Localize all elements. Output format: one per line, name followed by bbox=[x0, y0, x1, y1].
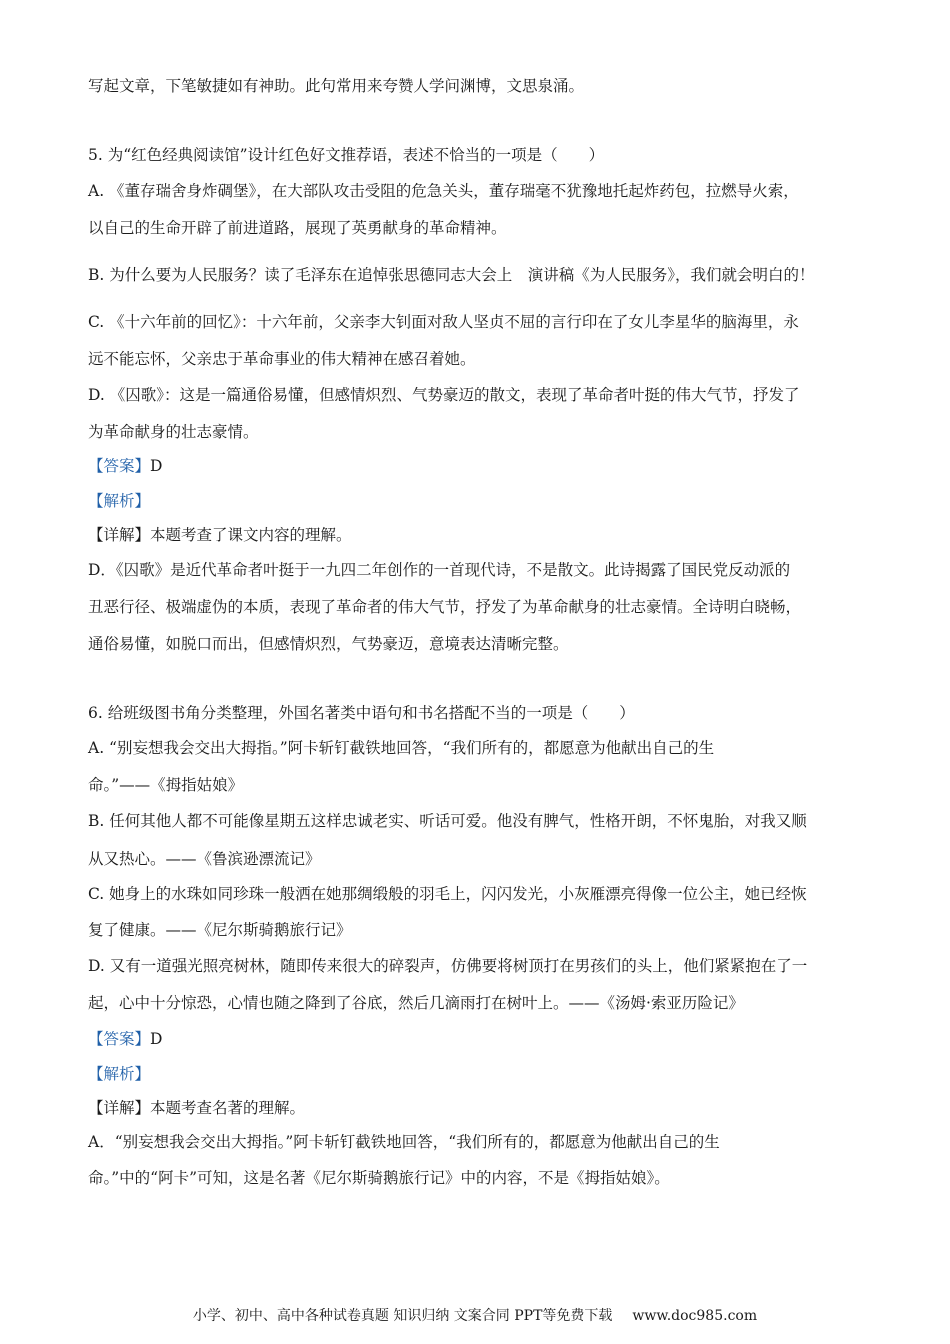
explanation-line: 命。”中的“阿卡”可知，这是名著《尼尔斯骑鹅旅行记》中的内容，不是《拇指姑娘》。 bbox=[88, 1169, 670, 1187]
question-6-option-c: C. 她身上的水珠如同珍珠一般洒在她那绸缎般的羽毛上，闪闪发光，小灰雁漂亮得像一位公主，她已经恢 bbox=[88, 885, 807, 903]
question-6-option-d: D. 又有一道强光照亮树林，随即传来很大的碎裂声，仿佛要将树顶打在男孩们的头上，他们紧紧抱在了一 bbox=[88, 957, 808, 975]
explanation-line: 通俗易懂，如脱口而出，但感情炽烈，气势豪迈，意境表达清晰完整。 bbox=[88, 635, 569, 653]
detail-tag: 【详解】 bbox=[88, 526, 151, 544]
answer-tag: 【答案】 bbox=[88, 457, 151, 475]
analysis-tag: 【解析】 bbox=[88, 492, 151, 510]
answer-row bbox=[88, 1029, 162, 1049]
answer-row bbox=[88, 456, 162, 476]
analysis-row bbox=[88, 1064, 150, 1084]
question-5-option-a-cont: 以自己的生命开辟了前进道路，展现了英勇献身的革命精神。 bbox=[88, 219, 507, 237]
question-6-option-c-cont: 复了健康。——《尼尔斯骑鹅旅行记》 bbox=[88, 921, 352, 939]
answer-value: D bbox=[150, 457, 163, 475]
answer-value: D bbox=[150, 1030, 163, 1048]
footer-site-link[interactable]: www.doc985.com bbox=[632, 1308, 758, 1324]
question-6-option-a: A. “别妄想我会交出大拇指。”阿卡斩钉截铁地回答，“我们所有的，都愿意为他献出自己的生 bbox=[88, 739, 715, 757]
question-6-option-b: B. 任何其他人都不可能像星期五这样忠诚老实、听话可爱。他没有脾气，性格开朗，不怀鬼胎，对我又顺 bbox=[88, 812, 807, 830]
detail-row bbox=[88, 525, 352, 545]
question-5-stem: 5. 为“红色经典阅读馆”设计红色好文推荐语，表述不恰当的一项是（ ） bbox=[88, 146, 605, 164]
question-6-option-b-cont: 从又热心。——《鲁滨逊漂流记》 bbox=[88, 850, 321, 868]
detail-row bbox=[88, 1098, 305, 1118]
question-5-option-a: A. 《董存瑞舍身炸碉堡》，在大部队攻击受阻的危急关头，董存瑞毫不犹豫地托起炸药包，拉燃导火索， bbox=[88, 182, 799, 200]
footer-text: 小学、初中、高中各种试卷真题 知识归纳 文案合同 PPT等免费下载 bbox=[192, 1308, 613, 1324]
analysis-tag: 【解析】 bbox=[88, 1065, 151, 1083]
answer-tag: 【答案】 bbox=[88, 1030, 151, 1048]
explanation-line: 丑恶行径、极端虚伪的本质，表现了革命者的伟大气节，抒发了为革命献身的壮志豪情。全诗明白晓畅， bbox=[88, 598, 802, 616]
detail-text: 本题考查名著的理解。 bbox=[150, 1099, 306, 1117]
explanation-line: D．《囚歌》是近代革命者叶挺于一九四二年创作的一首现代诗，不是散文。此诗揭露了国民党反动派的 bbox=[88, 561, 791, 579]
detail-tag: 【详解】 bbox=[88, 1099, 151, 1117]
question-6-option-d-cont: 起，心中十分惊恐，心情也随之降到了谷底，然后几滴雨打在树叶上。——《汤姆·索亚历险记》 bbox=[88, 994, 744, 1012]
question-5-option-d-cont: 为革命献身的壮志豪情。 bbox=[88, 423, 259, 441]
question-5-option-d: D. 《囚歌》：这是一篇通俗易懂，但感情炽烈、气势豪迈的散文，表现了革命者叶挺的伟大气节，抒发了 bbox=[88, 386, 800, 404]
question-5-option-c-cont: 远不能忘怀，父亲忠于革命事业的伟大精神在感召着她。 bbox=[88, 350, 476, 368]
analysis-row bbox=[88, 491, 150, 511]
explanation-line: A．“别妄想我会交出大拇指。”阿卡斩钉截铁地回答，“我们所有的，都愿意为他献出自己的生 bbox=[88, 1133, 720, 1151]
detail-text: 本题考查了课文内容的理解。 bbox=[150, 526, 352, 544]
question-6-option-a-cont: 命。”——《拇指姑娘》 bbox=[88, 776, 244, 794]
page-footer bbox=[0, 1306, 950, 1326]
text-line: 写起文章，下笔敏捷如有神助。此句常用来夸赞人学问渊博，文思泉涌。 bbox=[88, 77, 585, 95]
question-6-stem: 6. 给班级图书角分类整理，外国名著类中语句和书名搭配不当的一项是（ ） bbox=[88, 704, 635, 722]
question-5-option-c: C. 《十六年前的回忆》：十六年前，父亲李大钊面对敌人坚贞不屈的言行印在了女儿李星华的脑海里，永 bbox=[88, 313, 799, 331]
question-5-option-b: B. 为什么要为人民服务？读了毛泽东在追悼张思德同志大会上 演讲稿《为人民服务》，我们就会明白的！ bbox=[88, 266, 815, 284]
